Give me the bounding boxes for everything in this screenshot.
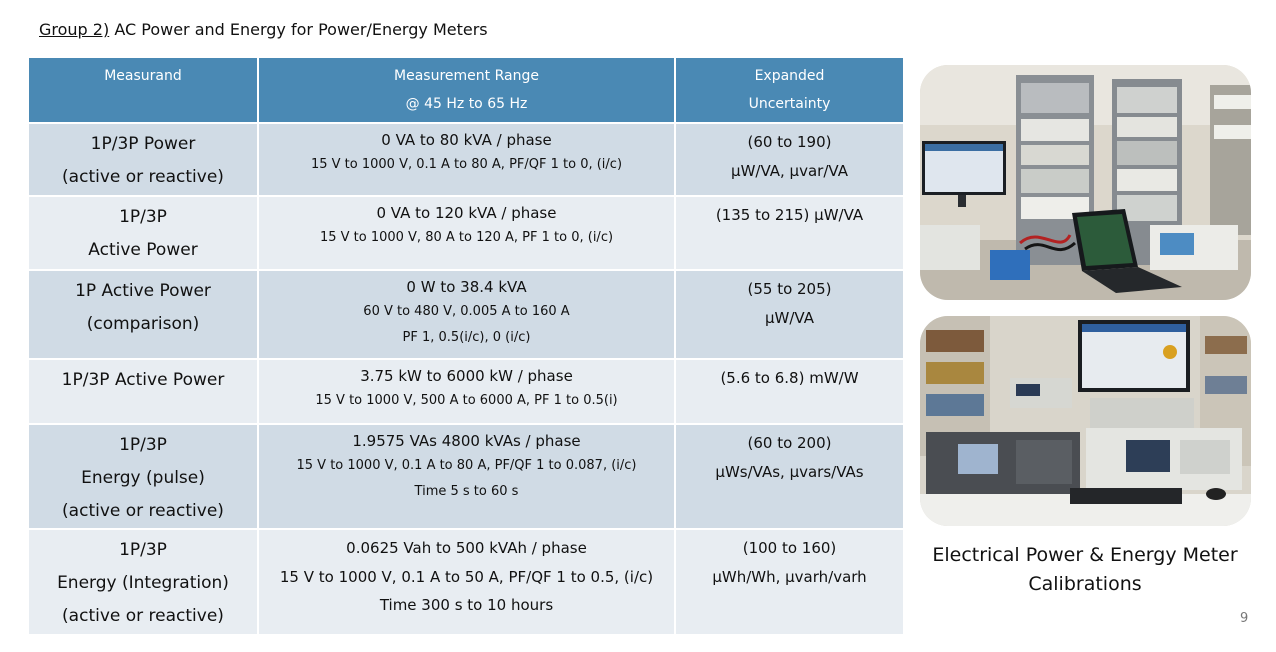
range-sub: 15 V to 1000 V, 80 A to 120 A, PF 1 to 0, (i/c) xyxy=(319,230,614,245)
caption-line: Calibrations xyxy=(1028,573,1142,595)
range-sub: Time 300 s to 10 hours xyxy=(379,596,554,614)
table-row xyxy=(28,196,904,270)
range-cell xyxy=(258,196,675,270)
uncertainty-text: (60 to 200) xyxy=(747,434,832,452)
range-cell xyxy=(258,424,675,529)
calibration-table xyxy=(27,56,905,636)
measurand-text: (active or reactive) xyxy=(62,167,224,187)
measurand-text: (comparison) xyxy=(86,314,200,334)
header-uncertainty xyxy=(675,57,904,123)
measurand-text: Energy (pulse) xyxy=(81,468,205,488)
range-cell xyxy=(258,359,675,424)
uncertainty-text: (5.6 to 6.8) mW/W xyxy=(720,369,859,387)
range-sub: 60 V to 480 V, 0.005 A to 160 A xyxy=(363,304,570,319)
measurand-text: (active or reactive) xyxy=(62,606,224,626)
uncertainty-cell xyxy=(675,424,904,529)
photo-caption xyxy=(917,541,1253,599)
header-unc-line1: Expanded xyxy=(754,68,825,84)
header-measurand-label: Measurand xyxy=(104,68,182,84)
measurand-cell xyxy=(28,359,258,424)
uncertainty-text: (100 to 160) xyxy=(742,539,837,557)
table-row xyxy=(28,270,904,359)
range-cell xyxy=(258,529,675,635)
uncertainty-text: µW/VA, µvar/VA xyxy=(731,162,848,180)
range-cell xyxy=(258,270,675,359)
measurand-cell xyxy=(28,270,258,359)
range-sub: 15 V to 1000 V, 0.1 A to 80 A, PF/QF 1 to 0.087, (i/c) xyxy=(296,458,637,473)
uncertainty-cell xyxy=(675,529,904,635)
range-cell xyxy=(258,123,675,196)
range-main: 3.75 kW to 6000 kW / phase xyxy=(360,367,573,385)
lab-photo-racks xyxy=(920,65,1251,300)
measurand-text: 1P/3P xyxy=(119,540,167,560)
table-row xyxy=(28,123,904,196)
range-main: 0 VA to 80 kVA / phase xyxy=(381,131,552,149)
range-sub: 15 V to 1000 V, 0.1 A to 80 A, PF/QF 1 to 0, (i/c) xyxy=(310,157,623,172)
range-main: 0 W to 38.4 kVA xyxy=(406,278,527,296)
header-unc-line2: Uncertainty xyxy=(748,96,831,112)
caption-line: Electrical Power & Energy Meter xyxy=(932,544,1238,566)
uncertainty-cell xyxy=(675,270,904,359)
header-row xyxy=(28,57,904,123)
uncertainty-text: (135 to 215) µW/VA xyxy=(715,206,864,224)
range-sub: 15 V to 1000 V, 500 A to 6000 A, PF 1 to 0.5(i) xyxy=(315,393,618,408)
uncertainty-text: (60 to 190) xyxy=(747,133,832,151)
uncertainty-cell xyxy=(675,196,904,270)
header-range-line1: Measurement Range xyxy=(394,68,539,84)
measurand-text: 1P/3P Active Power xyxy=(61,370,225,390)
page-number: 9 xyxy=(1240,611,1249,626)
measurand-text: 1P/3P Power xyxy=(90,134,196,154)
range-sub: Time 5 s to 60 s xyxy=(414,484,519,499)
range-main: 1.9575 VAs 4800 kVAs / phase xyxy=(352,432,581,450)
measurand-cell xyxy=(28,123,258,196)
range-main: 0.0625 Vah to 500 kVAh / phase xyxy=(346,539,587,557)
uncertainty-cell xyxy=(675,123,904,196)
header-range xyxy=(258,57,675,123)
uncertainty-text: (55 to 205) xyxy=(747,280,832,298)
slide-title xyxy=(39,20,488,39)
uncertainty-text: µWh/Wh, µvarh/varh xyxy=(712,568,867,586)
table-row xyxy=(28,424,904,529)
measurand-cell xyxy=(28,196,258,270)
measurand-text: 1P Active Power xyxy=(75,281,211,301)
measurand-cell xyxy=(28,424,258,529)
measurand-text: (active or reactive) xyxy=(62,501,224,521)
measurand-text: 1P/3P xyxy=(119,207,167,227)
table-row xyxy=(28,359,904,424)
header-range-line2: @ 45 Hz to 65 Hz xyxy=(405,96,528,112)
header-measurand xyxy=(28,57,258,123)
uncertainty-text: µWs/VAs, µvars/VAs xyxy=(715,463,864,481)
uncertainty-text: µW/VA xyxy=(765,309,814,327)
uncertainty-cell xyxy=(675,359,904,424)
range-sub: 15 V to 1000 V, 0.1 A to 50 A, PF/QF 1 to 0.5, (i/c) xyxy=(279,568,654,586)
measurand-cell xyxy=(28,529,258,635)
range-sub: PF 1, 0.5(i/c), 0 (i/c) xyxy=(402,330,531,345)
measurand-text: Energy (Integration) xyxy=(57,573,229,593)
measurand-text: Active Power xyxy=(88,240,198,260)
lab-photo-bench xyxy=(920,316,1251,526)
title-text: AC Power and Energy for Power/Energy Meters xyxy=(114,20,488,39)
group-label: Group 2) xyxy=(39,20,110,39)
table-row xyxy=(28,529,904,635)
measurand-text: 1P/3P xyxy=(119,435,167,455)
range-main: 0 VA to 120 kVA / phase xyxy=(376,204,557,222)
